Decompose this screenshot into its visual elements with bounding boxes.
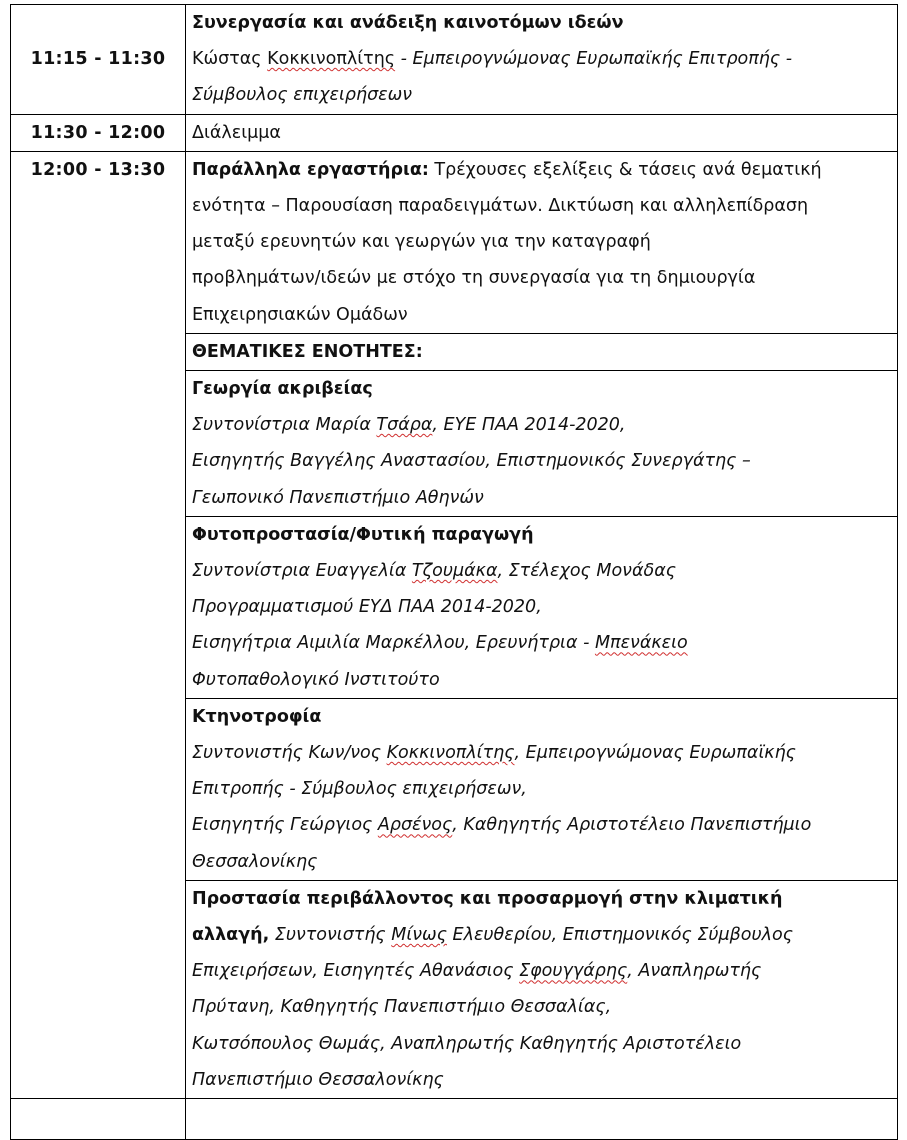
themes-header: ΘΕΜΑΤΙΚΕΣ ΕΝΟΤΗΤΕΣ:: [186, 333, 898, 370]
speaker-surname: Κοκκινοπλίτης: [267, 49, 396, 70]
session-cell: [186, 5, 898, 115]
theme-text: , Καθηγητής Αριστοτέλειο Πανεπιστήμιο: [452, 815, 812, 836]
agenda-row: [11, 114, 898, 151]
session-title: Παράλληλα εργαστήρια:: [192, 159, 429, 180]
theme-surname: Μπενάκειο: [594, 633, 688, 654]
theme-line: Φυτοπαθολογικό Ινστιτούτο: [192, 669, 440, 690]
speaker-name-part: Κώστας: [192, 49, 268, 70]
theme-line: [192, 735, 891, 771]
theme-text: Συντονίστρια Μαρία: [192, 415, 377, 436]
theme-surname: Τσάρα: [376, 415, 433, 436]
theme-text: , Αναπληρωτής: [627, 961, 762, 982]
theme-line: Προγραμματισμού ΕΥΔ ΠΑΑ 2014-2020,: [192, 597, 542, 618]
time-cell: 11:15 - 11:30: [11, 5, 186, 115]
agenda-row: [11, 151, 898, 333]
theme-text: Συντονιστής Κων/νος: [192, 743, 387, 764]
agenda-row: [11, 5, 898, 115]
session-cell-cut: [186, 1099, 898, 1140]
agenda-table: [10, 4, 898, 1140]
theme-title: Προστασία περιβάλλοντος και προσαρμογή στην κλιματική: [192, 888, 783, 909]
theme-text: Επιχειρήσεων, Εισηγητές Αθανάσιος: [192, 961, 520, 982]
theme-title: Φυτοπροστασία/Φυτική παραγωγή: [192, 524, 534, 545]
theme-line: [192, 625, 891, 661]
theme-surname: Μίνως: [391, 925, 447, 946]
theme-line: Εισηγητής Βαγγέλης Αναστασίου, Επιστημονικός Συνεργάτης –: [192, 451, 751, 472]
theme-line: Θεσσαλονίκης: [192, 851, 318, 872]
time-cell: 12:00 - 13:30: [11, 151, 186, 1098]
theme-text: , Εμπειρογνώμονας Ευρωπαϊκής: [514, 743, 796, 764]
theme-line: Πρύτανη, Καθηγητής Πανεπιστήμιο Θεσσαλίας,: [192, 997, 612, 1018]
theme-text: , ΕΥΕ ΠΑΑ 2014-2020,: [432, 415, 626, 436]
session-desc-line: Επιχειρησιακών Ομάδων: [192, 304, 408, 325]
session-cell: [186, 151, 898, 333]
theme-cell: [186, 516, 898, 698]
session-title: Συνεργασία και ανάδειξη καινοτόμων ιδεών: [192, 13, 624, 33]
theme-line: [192, 917, 891, 953]
theme-title: Γεωργία ακριβείας: [192, 379, 373, 400]
theme-line: Γεωπονικό Πανεπιστήμιο Αθηνών: [192, 487, 484, 508]
theme-surname: Κοκκινοπλίτης: [386, 743, 515, 764]
theme-surname: Αρσένος: [377, 815, 453, 836]
session-desc-part: Τρέχουσες εξελίξεις & τάσεις ανά θεματική: [428, 159, 822, 180]
time-cell-cut: [11, 1099, 186, 1140]
theme-cell: [186, 371, 898, 517]
session-desc-line: μεταξύ ερευνητών και γεωργών για την καταγραφή: [192, 232, 651, 253]
theme-line: [192, 953, 891, 989]
session-cell: Διάλειμμα: [186, 114, 898, 151]
speaker-role-line: Σύμβουλος επιχειρήσεων: [192, 85, 413, 106]
theme-line: [192, 807, 891, 843]
theme-text: Εισηγητής Γεώργιος: [192, 815, 378, 836]
theme-text: Ελευθερίου, Επιστημονικός Σύμβουλος: [446, 925, 793, 946]
agenda-row-cut: [11, 1099, 898, 1140]
theme-title: Κτηνοτροφία: [192, 706, 322, 727]
session-desc-line: [192, 152, 891, 188]
theme-cell: [186, 880, 898, 1098]
theme-text: , Στέλεχος Μονάδας: [497, 561, 677, 582]
speaker-role: - Εμπειρογνώμονας Ευρωπαϊκής Επιτροπής -: [395, 49, 793, 70]
theme-text: Συντονιστής: [269, 925, 392, 946]
theme-line: [192, 553, 891, 589]
theme-line: Πανεπιστήμιο Θεσσαλονίκης: [192, 1069, 444, 1090]
theme-line: [192, 407, 891, 443]
session-desc-line: ενότητα – Παρουσίαση παραδειγμάτων. Δικτύωση και αλληλεπίδραση: [192, 196, 809, 217]
speaker-line: [192, 41, 891, 77]
theme-text: Εισηγήτρια Αιμιλία Μαρκέλλου, Ερευνήτρια -: [192, 633, 595, 654]
theme-title-part: αλλαγή,: [192, 925, 270, 946]
time-cell: 11:30 - 12:00: [11, 114, 186, 151]
theme-line: Κωτσόπουλος Θωμάς, Αναπληρωτής Καθηγητής Αριστοτέλειο: [192, 1033, 742, 1054]
theme-line: Επιτροπής - Σύμβουλος επιχειρήσεων,: [192, 779, 527, 800]
theme-text: Συντονίστρια Ευαγγελία: [192, 561, 412, 582]
theme-surname: Τζουμάκα: [411, 561, 498, 582]
theme-cell: [186, 698, 898, 880]
session-desc-line: προβλημάτων/ιδεών με στόχο τη συνεργασία για τη δημιουργία: [192, 268, 756, 289]
theme-surname: Σφουγγάρης: [519, 961, 628, 982]
